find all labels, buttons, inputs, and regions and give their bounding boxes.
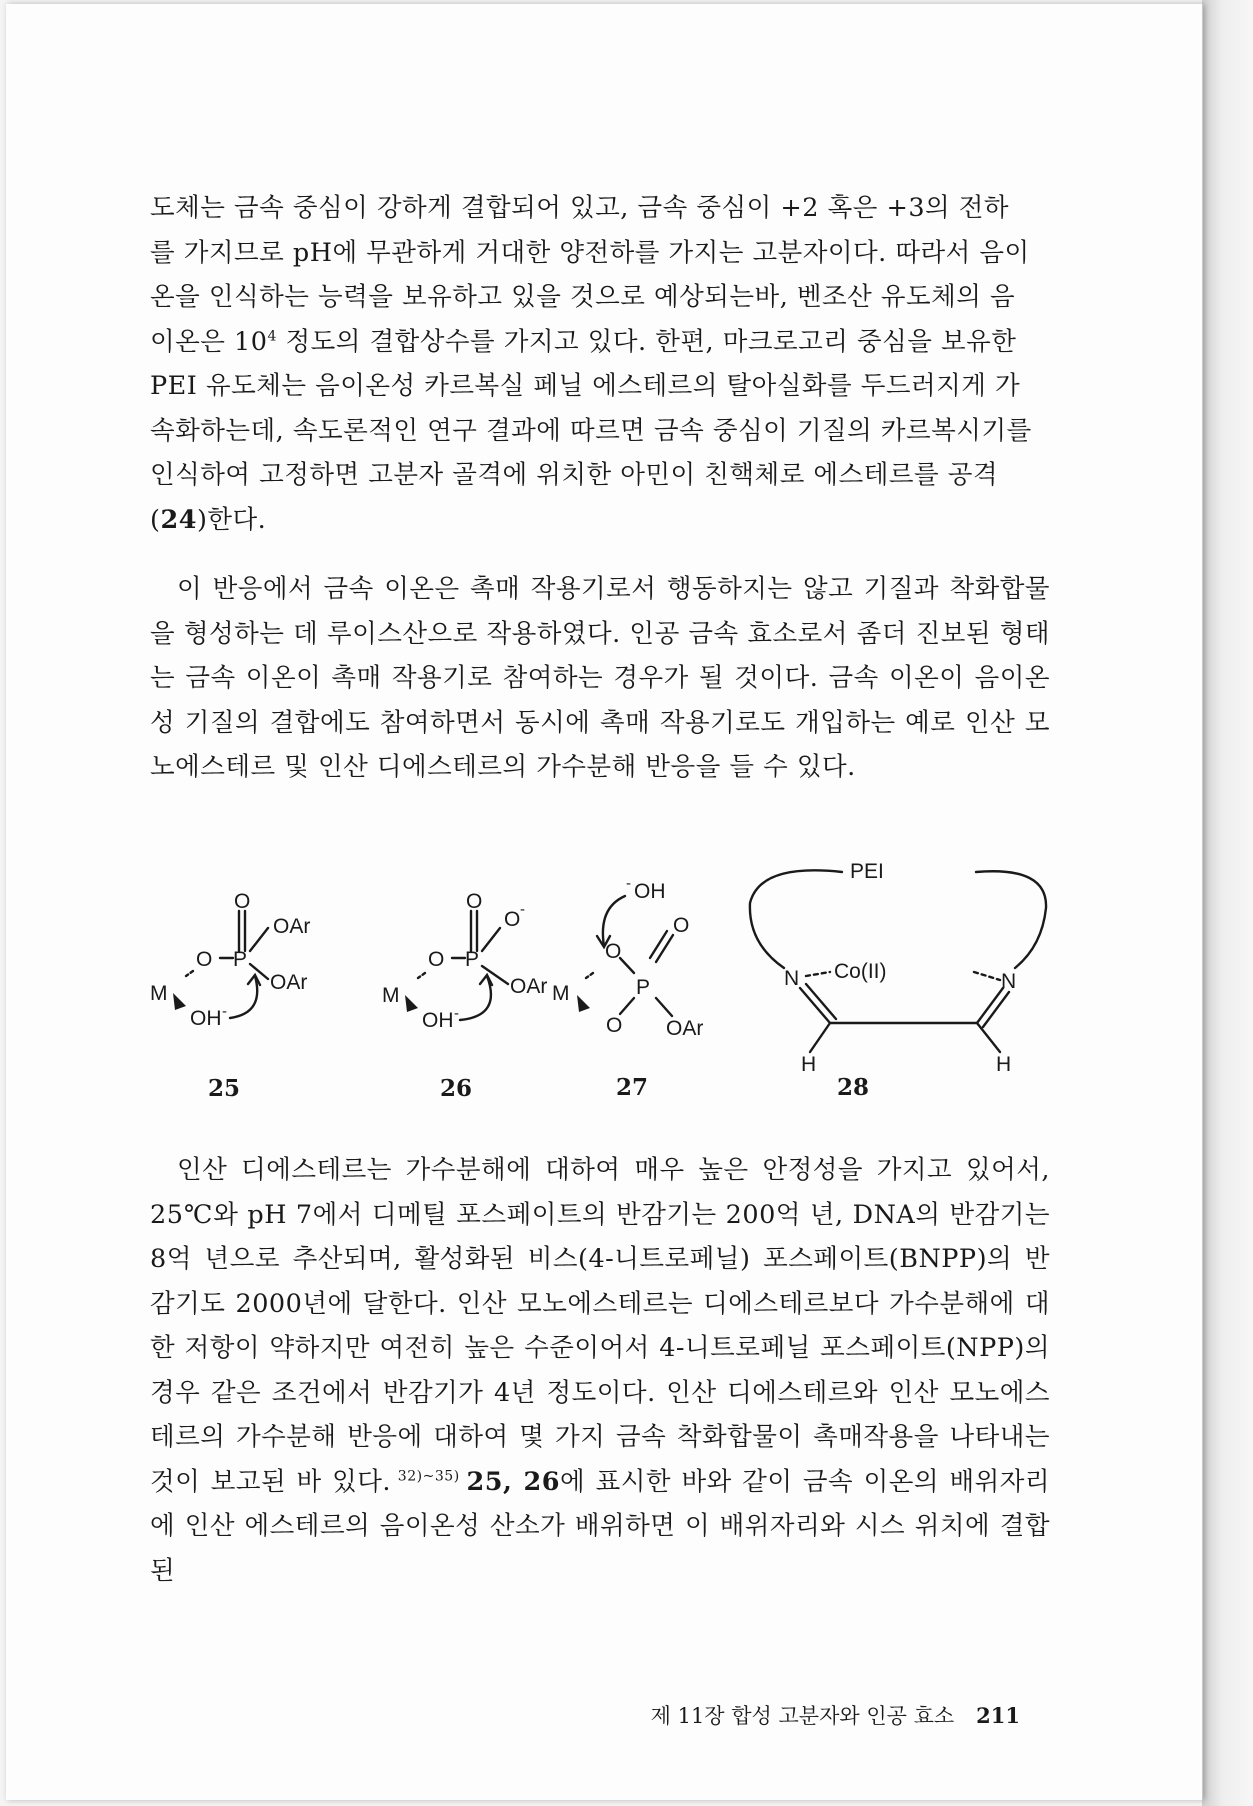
s28-pei: PEI xyxy=(850,860,884,883)
s25-oar-top: OAr xyxy=(273,915,311,938)
text-span: )한다. xyxy=(196,504,267,535)
s25-o-link: O xyxy=(196,948,213,971)
s26-m: M xyxy=(382,984,400,1007)
text-span: 인산 디에스테르는 가수분해에 대하여 매우 높은 안정성을 가지고 있어서, 25℃와 pH 7에서 디메틸 포스페이트의 반감기는 200억 년, DNA의 반감기는 8억 년으로 추산되며, 활성화된 비스(4-니트로페닐) 포스페이트(BNPP)의 반감기도 2000년에 달한다. 인산 모노에스테르는 디에스테르보다 가수분해에 대한 저항이 약하지만 여전히 높은 수준이어서 4-니트로페닐 포스페이트(NPP)의 경우 같은 조건에서 반감기가 4년 정도이다. 인산 디에스테르와 인산 모노에스테르의 가수분해 반응에 대하여 몇 가지 금속 착화합물이 촉매작용을 나타내는 것이 보고된 바 있다. xyxy=(150,1155,1050,1497)
page-number: 211 xyxy=(976,1703,1020,1728)
s28-h-left: H xyxy=(801,1053,817,1076)
structures-svg xyxy=(130,848,1090,1108)
s27-m: M xyxy=(552,982,570,1005)
paragraph-1-line xyxy=(150,320,1050,365)
s25-oar-bottom: OAr xyxy=(270,971,308,994)
s25-m: M xyxy=(150,982,168,1005)
s27-o-top: O xyxy=(605,940,622,963)
compound-ref: 25, 26 xyxy=(466,1466,561,1497)
superscript: 4 xyxy=(267,328,277,344)
s27-oh: OH xyxy=(634,880,666,903)
text-span: 이온은 10 xyxy=(150,326,268,357)
page-edge-shadow xyxy=(1202,0,1253,1806)
s25-p: P xyxy=(233,948,248,971)
s26-o-minus: O xyxy=(504,908,521,931)
compound-ref: 24 xyxy=(160,504,197,535)
page-footer xyxy=(600,1700,1020,1730)
s26-oh: OH xyxy=(422,1009,454,1032)
paragraph-3 xyxy=(150,1148,1050,1593)
s26-p: P xyxy=(465,948,480,971)
s25-oh: OH xyxy=(190,1007,222,1030)
text-span: 정도의 결합상수를 가지고 있다. 한편, 마크로고리 중심을 보유한 xyxy=(276,326,1017,357)
paragraph-1-line: 속화하는데, 속도론적인 연구 결과에 따르면 금속 중심이 기질의 카르복시기를 xyxy=(150,415,1032,446)
s27-oh-minus: - xyxy=(626,875,631,892)
paragraph-2 xyxy=(150,567,1050,790)
s26-oh-minus: - xyxy=(454,1005,459,1022)
paragraph-1-line: PEI 유도체는 음이온성 카르복실 페닐 에스테르의 탈아실화를 두드러지게 가 xyxy=(150,371,1021,401)
chemical-structures-figure xyxy=(130,848,1090,1108)
paragraph-2-text: 이 반응에서 금속 이온은 촉매 작용기로서 행동하지는 않고 기질과 착화합물을 형성하는 데 루이스산으로 작용하였다. 인공 금속 효소로서 좀더 진보된 형태는 금속 이온이 촉매 작용기로 참여하는 경우가 될 것이다. 금속 이온이 음이온성 기질의 결합에도 참여하면서 동시에 촉매 작용기로도 개입하는 예로 인산 모노에스테르 및 인산 디에스테르의 가수분해 반응을 들 수 있다. xyxy=(150,574,1050,782)
structure-28-bonds xyxy=(750,870,1046,1052)
reference-superscript: 32)~35) xyxy=(391,1468,467,1484)
s28-n-right: N xyxy=(1001,970,1017,993)
s25-o: O xyxy=(234,890,251,913)
compound-id-26: 26 xyxy=(440,1075,473,1102)
s28-n-left: N xyxy=(784,967,800,990)
paragraph-1-line: 를 가지므로 pH에 무관하게 거대한 양전하를 가지는 고분자이다. 따라서 음이 xyxy=(150,237,1030,268)
s28-co: Co(II) xyxy=(834,960,887,983)
chapter-title: 제 11장 합성 고분자와 인공 효소 xyxy=(650,1704,955,1728)
paragraph-1-line xyxy=(150,498,1050,543)
compound-id-25: 25 xyxy=(208,1075,241,1102)
paragraph-3-text xyxy=(150,1148,1050,1593)
s26-oar: OAr xyxy=(510,975,548,998)
s26-minus-charge: - xyxy=(520,901,525,918)
compound-id-27: 27 xyxy=(616,1074,649,1101)
s25-minus: - xyxy=(222,1003,227,1020)
s28-h-right: H xyxy=(996,1053,1012,1076)
s26-o-link: O xyxy=(428,948,445,971)
s27-oar: OAr xyxy=(666,1017,704,1040)
s26-o: O xyxy=(466,890,483,913)
compound-id-28: 28 xyxy=(837,1074,870,1101)
paragraph-1-line: 인식하여 고정하면 고분자 골격에 위치한 아민이 친핵체로 에스테르를 공격 xyxy=(150,460,998,490)
structure-27-bonds xyxy=(586,896,673,1016)
text-span: ( xyxy=(150,504,161,535)
paragraph-1-line: 도체는 금속 중심이 강하게 결합되어 있고, 금속 중심이 +2 혹은 +3의 전하 xyxy=(150,193,1010,223)
paragraph-1 xyxy=(150,186,1050,542)
s27-o-double: O xyxy=(673,914,690,937)
s27-o-bottom: O xyxy=(606,1014,623,1037)
text-span: 에 표시한 바와 같이 금속 이온의 배위자리에 인산 에스테르의 음이온성 산소가 배위하면 이 배위자리와 시스 위치에 결합된 xyxy=(150,1466,1050,1586)
paragraph-1-line: 온을 인식하는 능력을 보유하고 있을 것으로 예상되는바, 벤조산 유도체의 음 xyxy=(150,282,1016,312)
s27-p: P xyxy=(636,976,651,999)
